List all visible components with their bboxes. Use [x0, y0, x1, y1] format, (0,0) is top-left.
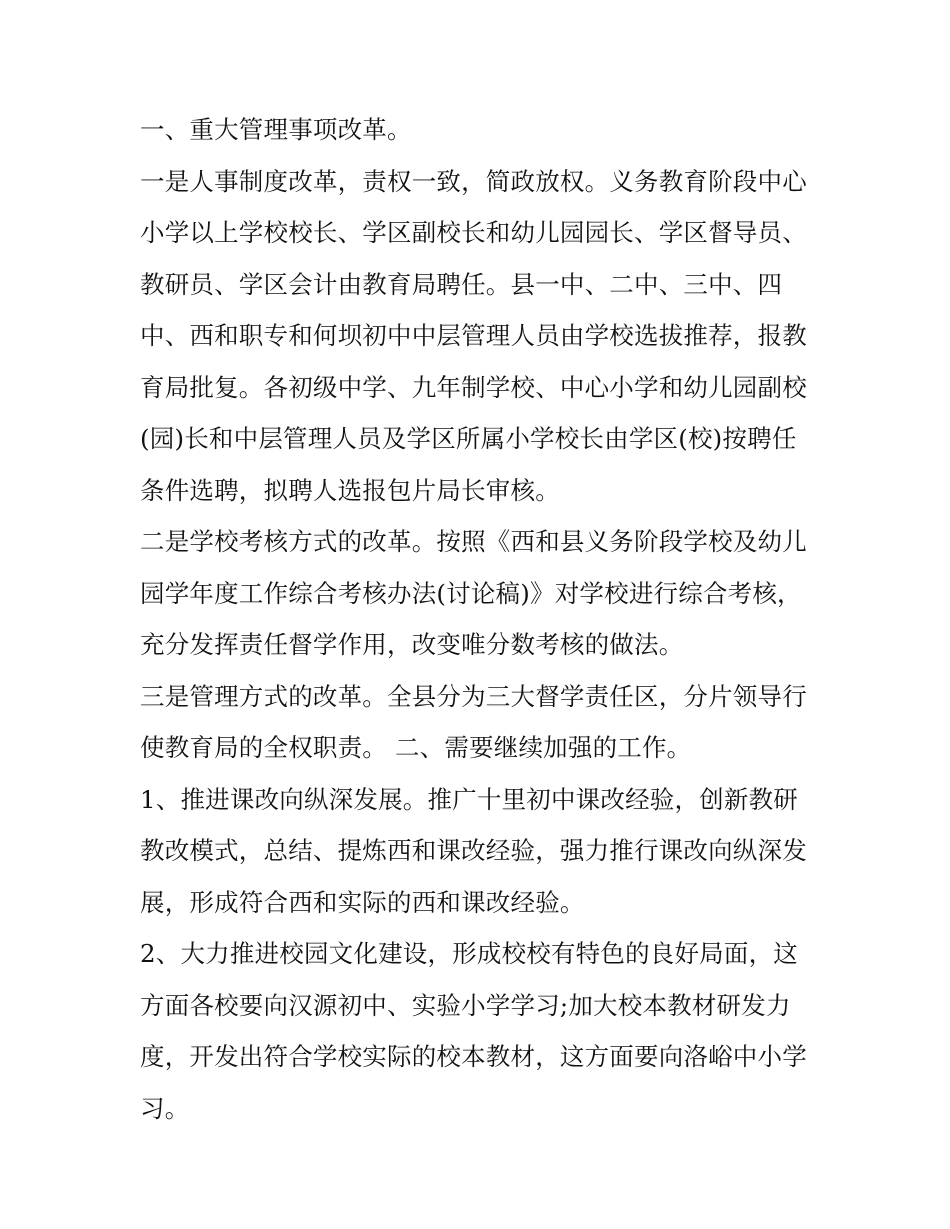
paragraph-line: 2、大力推进校园文化建设，形成校校有特色的良好局面，这	[140, 939, 798, 968]
paragraph-line: 充分发挥责任督学作用，改变唯分数考核的做法。	[140, 630, 684, 659]
paragraph-line: 中、西和职专和何坝初中中层管理人员由学校选拔推荐，报教	[140, 321, 807, 350]
document-body	[140, 104, 812, 1134]
paragraph-line: 使教育局的全权职责。 二、需要继续加强的工作。	[140, 733, 692, 762]
paragraph-line: 小学以上学校校长、学区副校长和幼儿园园长、学区督导员、	[140, 218, 807, 247]
paragraph-line: 一是人事制度改革，责权一致，简政放权。义务教育阶段中心	[140, 166, 807, 196]
paragraph-line: 条件选聘，拟聘人选报包片局长审核。	[140, 475, 560, 505]
paragraph-line: 教改模式，总结、提炼西和课改经验，强力推行课改向纵深发	[140, 836, 807, 865]
paragraph-line: 三是管理方式的改革。全县分为三大督学责任区，分片领导行	[140, 681, 807, 711]
paragraph-line: 教研员、学区会计由教育局聘任。县一中、二中、三中、四	[140, 269, 783, 299]
paragraph-line: 度，开发出符合学校实际的校本教材，这方面要向洛峪中小学	[140, 1042, 807, 1071]
paragraph-line: 1、推进课改向纵深发展。推广十里初中课改经验，创新教研	[140, 784, 798, 814]
paragraph-line: 方面各校要向汉源初中、实验小学学习;加大校本教材研发力	[140, 990, 791, 1020]
section-heading-reform: 一、重大管理事项改革。	[140, 115, 412, 144]
paragraph-line: 展，形成符合西和实际的西和课改经验。	[140, 887, 585, 917]
paragraph-line: 育局批复。各初级中学、九年制学校、中心小学和幼儿园副校	[140, 372, 807, 402]
paragraph-line: (园)长和中层管理人员及学区所属小学校长由学区(校)按聘任	[140, 424, 797, 453]
paragraph-line: 园学年度工作综合考核办法(讨论稿)》对学校进行综合考核，	[140, 578, 802, 608]
paragraph-line: 习。	[140, 1093, 190, 1123]
paragraph-line: 二是学校考核方式的改革。按照《西和县义务阶段学校及幼儿	[140, 527, 807, 556]
